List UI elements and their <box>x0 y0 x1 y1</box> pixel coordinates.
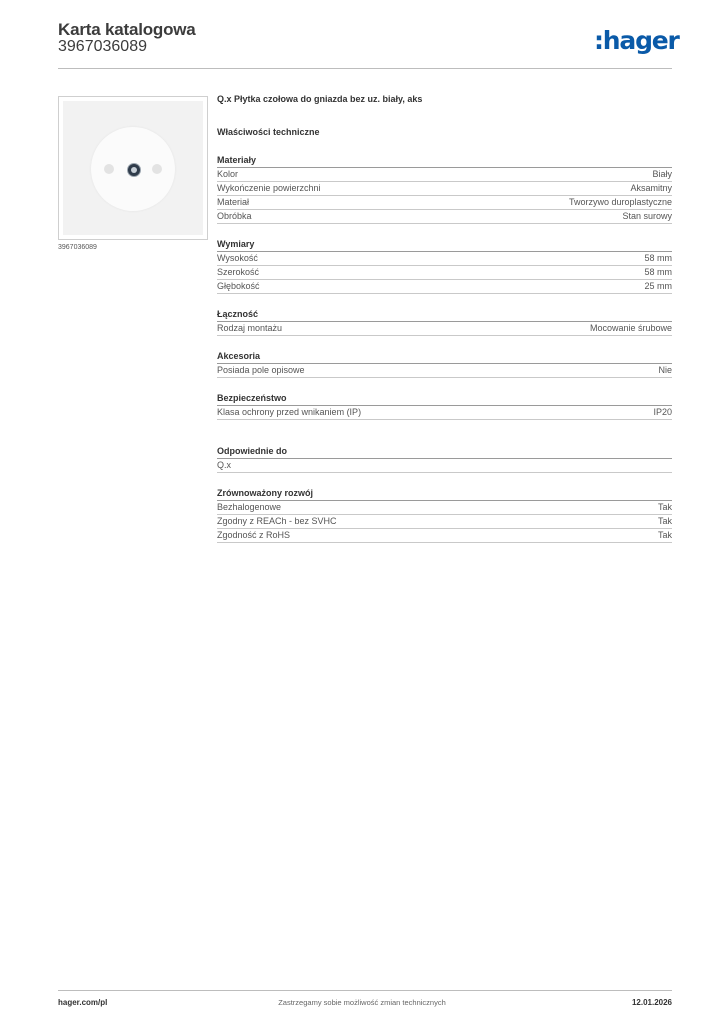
section-title: Materiały <box>217 154 672 168</box>
spec-label: Rodzaj montażu <box>217 323 283 333</box>
section-title: Wymiary <box>217 238 672 252</box>
footer-divider <box>58 990 672 991</box>
image-caption: 3967036089 <box>58 244 97 251</box>
screw-icon <box>127 163 141 177</box>
spec-row <box>217 406 672 420</box>
spec-content <box>217 94 672 543</box>
footer-website: hager.com/pl <box>58 998 108 1007</box>
header-divider <box>58 68 672 69</box>
spec-label: Wykończenie powierzchni <box>217 183 321 193</box>
spec-row <box>217 252 672 266</box>
product-number: 3967036089 <box>58 38 147 55</box>
spec-label: Obróbka <box>217 211 252 221</box>
spec-row <box>217 501 672 515</box>
spec-label: Kolor <box>217 169 239 179</box>
spec-row <box>217 364 672 378</box>
spec-label: Zgodność z RoHS <box>217 530 291 540</box>
spec-row <box>217 515 672 529</box>
spec-value: Biały <box>652 169 672 179</box>
spec-value: Stan surowy <box>622 211 672 221</box>
spec-label: Bezhalogenowe <box>217 502 282 512</box>
pin-hole-left <box>104 164 114 174</box>
spec-value: IP20 <box>653 407 672 417</box>
spec-row <box>217 280 672 294</box>
spec-row <box>217 322 672 336</box>
spec-value: Nie <box>658 365 672 375</box>
spec-row <box>217 459 672 473</box>
section-title: Zrównoważony rozwój <box>217 487 672 501</box>
footer-date: 12.01.2026 <box>631 998 672 1007</box>
spec-row <box>217 196 672 210</box>
spec-label: Szerokość <box>217 267 260 277</box>
spec-label: Posiada pole opisowe <box>217 365 305 375</box>
spec-sections <box>217 154 672 543</box>
section-title: Akcesoria <box>217 350 672 364</box>
spec-value: Tak <box>657 502 672 512</box>
spec-row <box>217 529 672 543</box>
product-image <box>58 96 208 240</box>
spec-section <box>217 392 672 420</box>
spec-label: Klasa ochrony przed wnikaniem (IP) <box>217 407 362 417</box>
product-title: Q.x Płytka czołowa do gniazda bez uz. biały, aks <box>217 94 423 104</box>
section-title: Bezpieczeństwo <box>217 392 672 406</box>
section-title: Odpowiednie do <box>217 445 672 459</box>
spec-value: Tak <box>657 516 672 526</box>
spec-section <box>217 308 672 336</box>
spec-section <box>217 350 672 378</box>
spec-value: Mocowanie śrubowe <box>589 323 672 333</box>
spec-value: 25 mm <box>644 281 672 291</box>
footer-disclaimer: Zastrzegamy sobie możliwość zmian technicznych <box>278 998 446 1007</box>
spec-label: Głębokość <box>217 281 260 291</box>
spec-section <box>217 238 672 294</box>
spec-value: Tworzywo duroplastyczne <box>568 197 672 207</box>
spec-row <box>217 210 672 224</box>
hager-logo: :hager <box>594 26 679 55</box>
tech-heading: Właściwości techniczne <box>217 127 320 137</box>
spec-section <box>217 154 672 224</box>
socket-face <box>91 127 175 211</box>
spec-label: Q.x <box>217 460 232 470</box>
spec-value: 58 mm <box>644 267 672 277</box>
spec-value: Aksamitny <box>630 183 672 193</box>
spec-label: Wysokość <box>217 253 258 263</box>
spec-row <box>217 182 672 196</box>
spec-section <box>217 487 672 543</box>
spec-label: Materiał <box>217 197 250 207</box>
socket-plate-icon <box>63 101 203 235</box>
spec-value: 58 mm <box>644 253 672 263</box>
spec-label: Zgodny z REACh - bez SVHC <box>217 516 337 526</box>
pin-hole-right <box>152 164 162 174</box>
spec-value: Tak <box>657 530 672 540</box>
section-title: Łączność <box>217 308 672 322</box>
spec-section <box>217 445 672 473</box>
spec-row <box>217 266 672 280</box>
page-title: Karta katalogowa <box>58 20 196 39</box>
spec-row <box>217 168 672 182</box>
